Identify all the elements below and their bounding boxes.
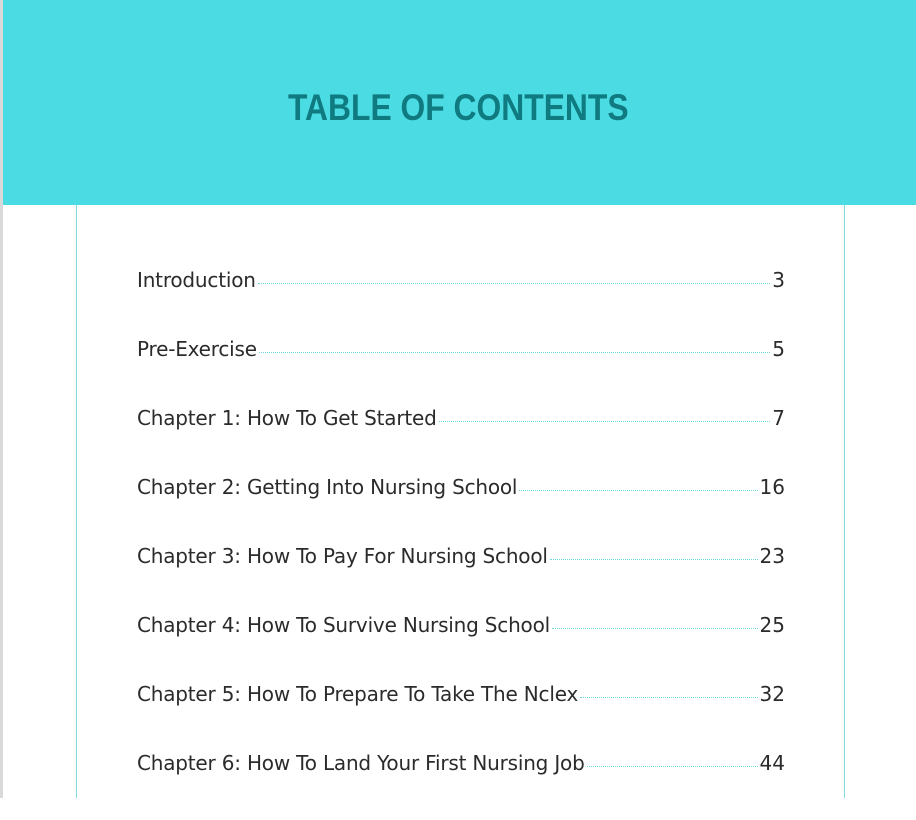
dot-leader (258, 283, 771, 284)
dot-leader (519, 490, 757, 491)
page-title: TABLE OF CONTENTS (287, 87, 629, 128)
toc-entry-page-number: 44 (759, 751, 785, 775)
dot-leader (587, 766, 758, 767)
toc-entry-label: Chapter 5: How To Prepare To Take The Nclex (137, 682, 579, 706)
content-frame-left-rule (76, 205, 77, 798)
toc-entry-label: Chapter 3: How To Pay For Nursing School (137, 544, 548, 568)
toc-entry-introduction[interactable] (137, 268, 785, 337)
toc-entry-label: Introduction (137, 268, 256, 292)
toc-entry-chapter-5[interactable] (137, 682, 785, 751)
toc-entry-page-number: 5 (772, 337, 785, 361)
toc-entry-label: Chapter 1: How To Get Started (137, 406, 437, 430)
toc-entry-chapter-2[interactable] (137, 475, 785, 544)
toc-entry-page-number: 32 (759, 682, 785, 706)
toc-entry-chapter-4[interactable] (137, 613, 785, 682)
table-of-contents (137, 268, 785, 820)
toc-entry-page-number: 23 (759, 544, 785, 568)
dot-leader (550, 559, 758, 560)
toc-entry-page-number: 16 (759, 475, 785, 499)
dot-leader (259, 352, 770, 353)
toc-entry-chapter-6[interactable] (137, 751, 785, 820)
toc-entry-chapter-3[interactable] (137, 544, 785, 613)
toc-entry-label: Chapter 6: How To Land Your First Nursing Job (137, 751, 585, 775)
toc-entry-page-number: 3 (772, 268, 785, 292)
content-frame-right-rule (844, 205, 845, 798)
toc-entry-page-number: 7 (772, 406, 785, 430)
toc-entry-label: Chapter 4: How To Survive Nursing School (137, 613, 550, 637)
dot-leader (552, 628, 758, 629)
dot-leader (439, 421, 771, 422)
toc-entry-chapter-1[interactable] (137, 406, 785, 475)
toc-entry-label: Pre-Exercise (137, 337, 257, 361)
toc-entry-page-number: 25 (759, 613, 785, 637)
dot-leader (580, 697, 757, 698)
toc-entry-pre-exercise[interactable] (137, 337, 785, 406)
toc-entry-label: Chapter 2: Getting Into Nursing School (137, 475, 518, 499)
